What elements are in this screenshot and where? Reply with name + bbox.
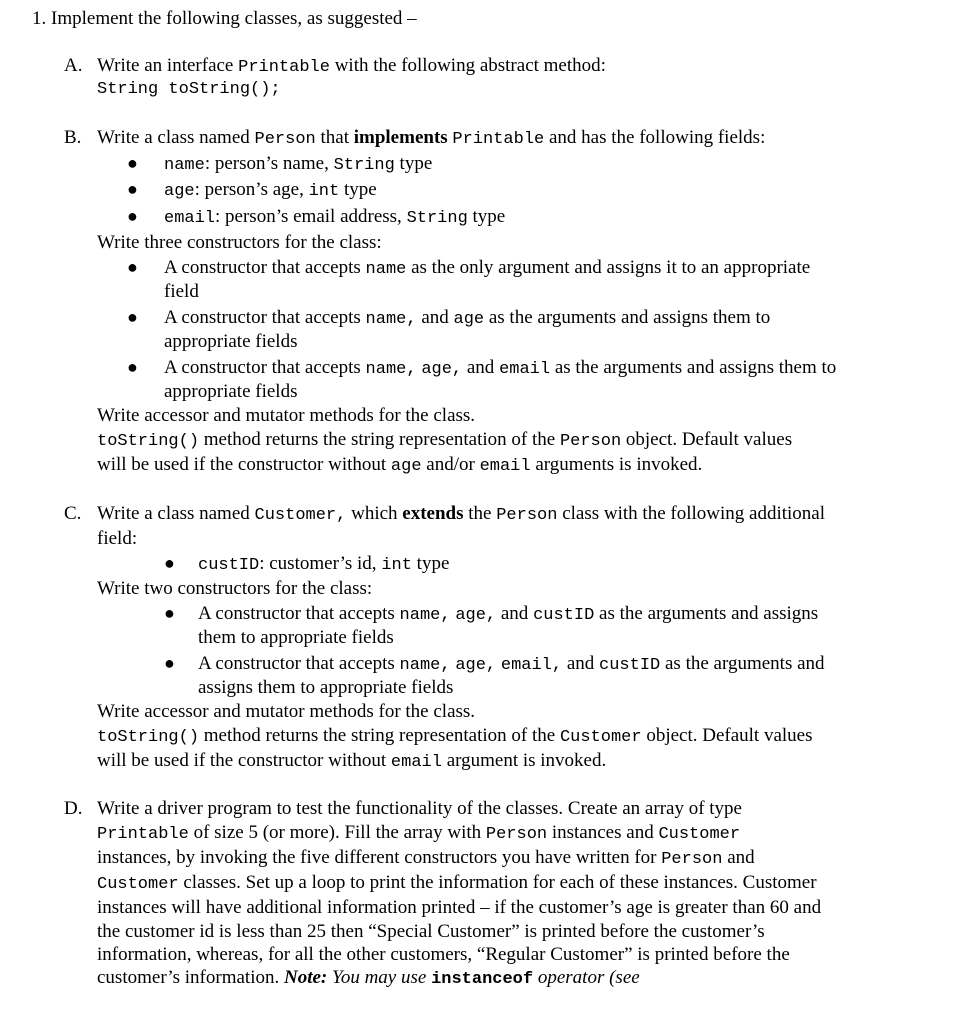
section-d-line-2: Printable of size 5 (or more). Fill the array with Person instances and Customer [97, 822, 741, 844]
section-d-line-4: Customer classes. Set up a loop to print the information for each of these instances. Customer [97, 872, 817, 894]
customer-ctor-1-line-1: A constructor that accepts name, age, and custID as the arguments and assigns [198, 603, 819, 625]
bullet-icon: ● [127, 257, 138, 277]
ctor-3-line-1: A constructor that accepts name, age, and email as the arguments and assigns them to [164, 357, 837, 379]
ctor-3-line-2: appropriate fields [164, 381, 298, 402]
section-c-label: C. [64, 503, 82, 524]
bullet-icon: ● [127, 307, 138, 327]
bullet-icon: ● [127, 357, 138, 377]
section-a-label: A. [64, 55, 83, 76]
section-d-line-8: customer’s information. Note: You may use instanceof operator (see [97, 967, 640, 989]
ctor-2-line-2: appropriate fields [164, 331, 298, 352]
question-title: 1. Implement the following classes, as suggested – [32, 8, 417, 29]
section-d-line-3: instances, by invoking the five different constructors you have written for Person and [97, 847, 755, 869]
customer-ctor-2-line-2: assigns them to appropriate fields [198, 677, 454, 698]
section-d-line-5: instances will have additional information printed – if the customer’s age is greater than 60 and [97, 897, 822, 918]
section-b-ctor-intro: Write three constructors for the class: [97, 232, 382, 253]
bullet-icon: ● [127, 153, 138, 173]
section-d-label: D. [64, 798, 83, 819]
section-a-code: String toString(); [97, 80, 281, 99]
bullet-icon: ● [164, 603, 175, 623]
bullet-icon: ● [127, 206, 138, 226]
field-email-item: email: person’s email address, String type [164, 206, 506, 228]
bullet-icon: ● [164, 653, 175, 673]
section-b-tostring-line-2: will be used if the constructor without age and/or email arguments is invoked. [97, 454, 703, 476]
field-age-item: age: person’s age, int type [164, 179, 377, 201]
section-b-line-1: Write a class named Person that implements Printable and has the following fields: [97, 127, 766, 149]
bullet-icon: ● [127, 179, 138, 199]
ctor-1-line-1: A constructor that accepts name as the only argument and assigns it to an appropriate [164, 257, 811, 279]
section-b-accessor: Write accessor and mutator methods for the class. [97, 405, 476, 426]
customer-ctor-2-line-1: A constructor that accepts name, age, email, and custID as the arguments and [198, 653, 825, 675]
section-c-line-2: field: [97, 528, 138, 549]
bullet-icon: ● [164, 553, 175, 573]
customer-ctor-1-line-2: them to appropriate fields [198, 627, 394, 648]
ctor-2-line-1: A constructor that accepts name, and age as the arguments and assigns them to [164, 307, 771, 329]
section-c-accessor: Write accessor and mutator methods for the class. [97, 701, 476, 722]
section-a-line-1: Write an interface Printable with the following abstract method: [97, 55, 606, 77]
field-custid-item: custID: customer’s id, int type [198, 553, 450, 575]
section-b-tostring-line-1: toString() method returns the string representation of the Person object. Default values [97, 429, 793, 451]
section-d-line-1: Write a driver program to test the functionality of the classes. Create an array of type [97, 798, 742, 819]
section-c-line-1: Write a class named Customer, which extends the Person class with the following additional [97, 503, 825, 525]
section-c-tostring-line-2: will be used if the constructor without email argument is invoked. [97, 750, 607, 772]
section-c-ctor-intro: Write two constructors for the class: [97, 578, 373, 599]
field-name-item: name: person’s name, String type [164, 153, 433, 175]
section-b-label: B. [64, 127, 82, 148]
section-c-tostring-line-1: toString() method returns the string representation of the Customer object. Default values [97, 725, 813, 747]
section-d-line-7: information, whereas, for all the other customers, “Regular Customer” is printed before the [97, 944, 790, 965]
ctor-1-line-2: field [164, 281, 199, 302]
section-d-line-6: the customer id is less than 25 then “Special Customer” is printed before the customer’s [97, 921, 765, 942]
